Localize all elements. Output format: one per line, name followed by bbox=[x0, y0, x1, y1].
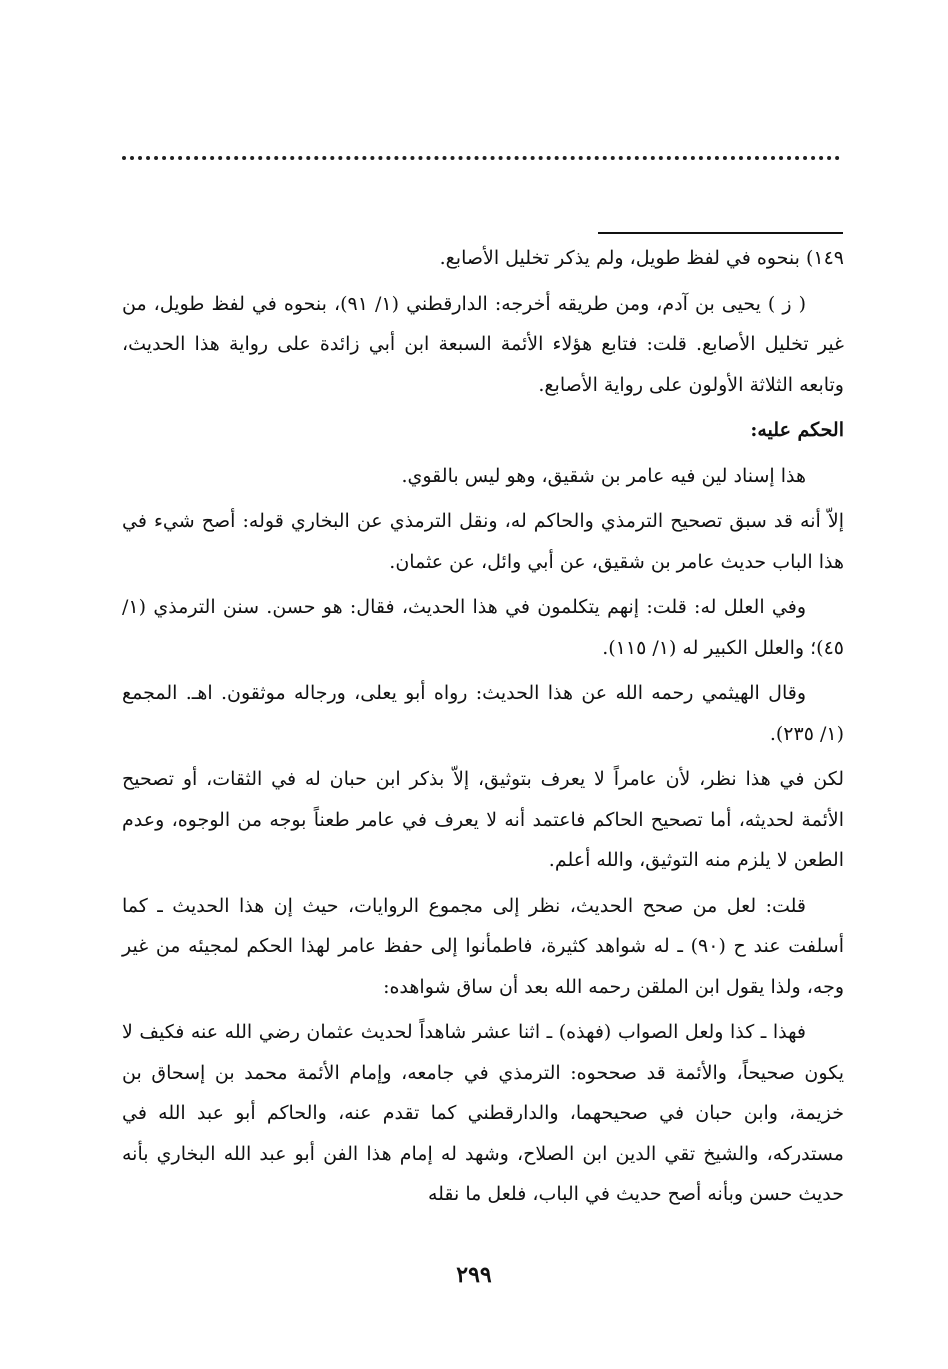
dotted-separator bbox=[122, 156, 840, 160]
footnote-text bbox=[122, 238, 844, 1220]
paragraph-6: وقال الهيثمي رحمه الله عن هذا الحديث: رواه أبو يعلى، ورجاله موثقون. اهـ. المجمع (١/ ٢٣٥). bbox=[122, 682, 844, 745]
paragraph-3: هذا إسناد لين فيه عامر بن شقيق، وهو ليس بالقوي. bbox=[401, 464, 806, 487]
paragraph-8: قلت: لعل من صحح الحديث، نظر إلى مجموع الروايات، حيث إن هذا الحديث ـ كما أسلفت عند ح (٩٠) ـ له شواهد كثيرة، فاطمأنوا إلى حفظ عامر لهذا الحكم لمجيئه من غير وجه، ولذا يقول ابن الملقن رحمه الله بعد أن ساق شواهده: bbox=[122, 894, 844, 998]
footnote-rule bbox=[598, 232, 843, 234]
paragraph-4: إلاّ أنه قد سبق تصحيح الترمذي والحاكم له، ونقل الترمذي عن البخاري قوله: أصح شيء في هذا الباب حديث عامر بن شقيق، عن أبي وائل، عن عثمان. bbox=[122, 510, 844, 573]
paragraph-9: فهذا ـ كذا ولعل الصواب (فهذه) ـ اثنا عشر شاهداً لحديث عثمان رضي الله عنه فكيف لا يكون صحيحاً، والأئمة قد صححوه: الترمذي في جامعه، وإمام الأئمة محمد بن إسحاق بن خزيمة، وابن حبان في صحيحهما، والدارقطني كما تقدم عنه، والحاكم أبو عبد الله في مستدركه، والشيخ تقي الدين ابن الصلاح، وشهد له إمام هذا الفن أبو عبد الله البخاري بأنه حديث حسن وبأنه أصح حديث في الباب، فلعل ما نقله bbox=[122, 1021, 844, 1205]
page-number: ٢٩٩ bbox=[456, 1262, 492, 1288]
paragraph-5: وفي العلل له: قلت: إنهم يتكلمون في هذا الحديث، فقال: هو حسن. سنن الترمذي (١/ ٤٥)؛ والعلل الكبير له (١/ ١١٥). bbox=[122, 596, 844, 659]
paragraph-2: ( ز ) يحيى بن آدم، ومن طريقه أخرجه: الدارقطني (١/ ٩١)، بنحوه في لفظ طويل، من غير تخليل الأصابع. قلت: فتابع هؤلاء الأئمة السبعة ابن أبي زائدة على رواية هذا الحديث، وتابعه الثلاثة الأولون على رواية الأصابع. bbox=[122, 292, 844, 396]
section-heading: الحكم عليه: bbox=[750, 419, 844, 441]
paragraph-7: لكن في هذا نظر، لأن عامراً لا يعرف بتوثيق، إلاّ بذكر ابن حبان له في الثقات، أو تصحيح الأئمة لحديثه، أما تصحيح الحاكم فاعتمد أنه لا يعرف في عامر طعناً بوجه من الوجوه، وعدم الطعن لا يلزم منه التوثيق، والله أعلم. bbox=[122, 768, 844, 871]
paragraph-1: ١٤٩) بنحوه في لفظ طويل، ولم يذكر تخليل الأصابع. bbox=[439, 247, 844, 269]
